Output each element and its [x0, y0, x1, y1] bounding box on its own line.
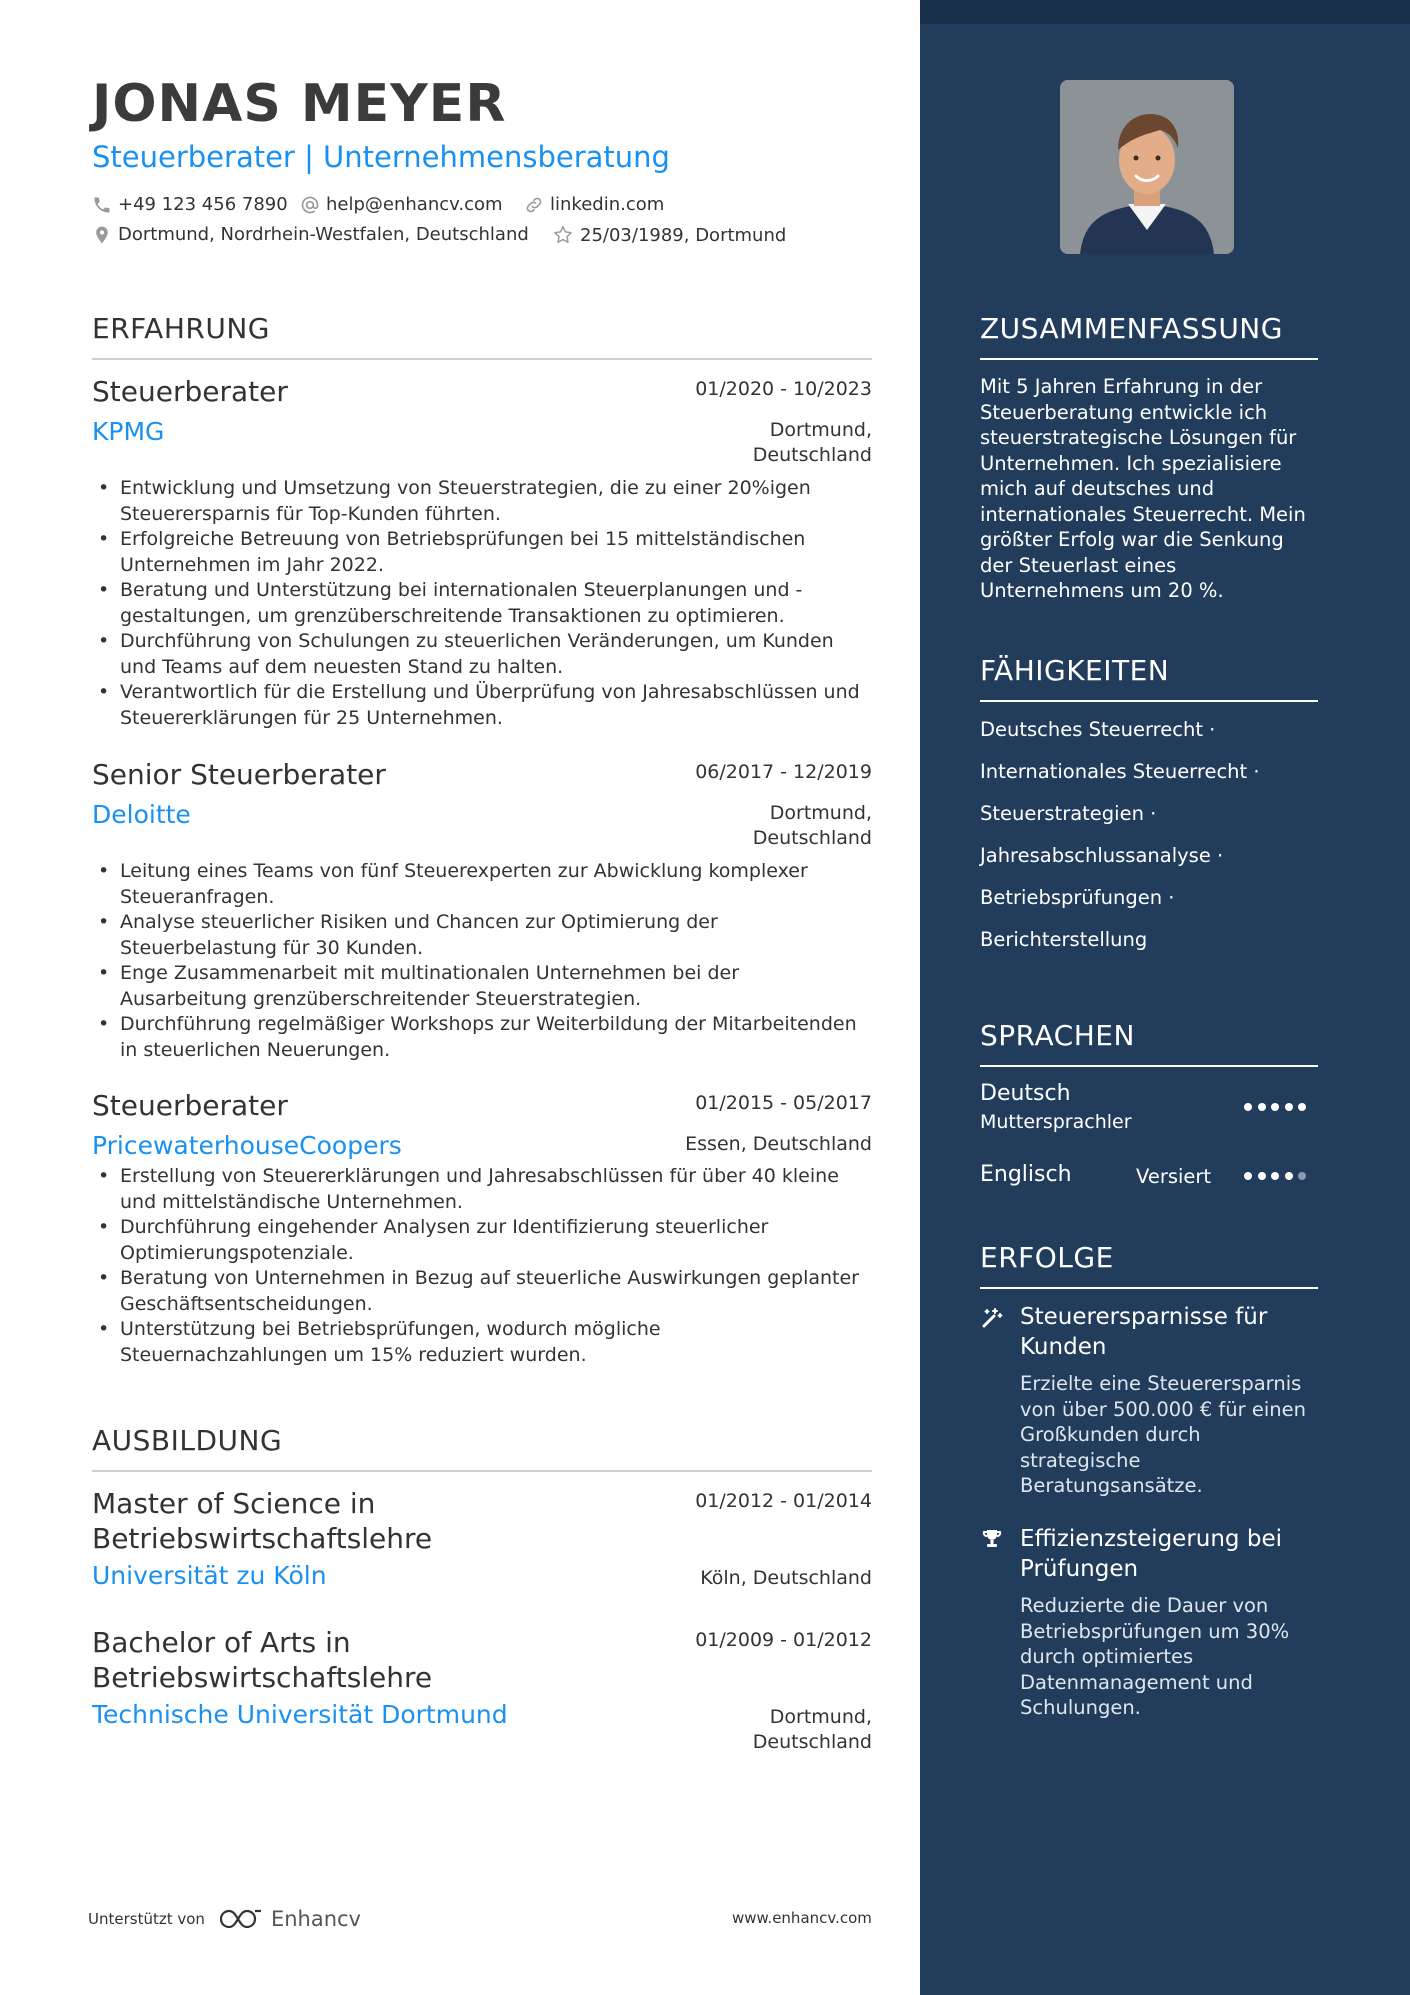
job-dates: 06/2017 - 12/2019	[695, 761, 872, 783]
job-role: Steuerberater	[92, 1089, 288, 1122]
rating-dot	[1271, 1103, 1279, 1111]
rating-dot	[1271, 1172, 1279, 1180]
language-name: Englisch	[980, 1162, 1072, 1187]
education-school: Universität zu Köln	[92, 1561, 327, 1590]
email-text: help@enhancv.com	[326, 194, 503, 215]
job-dates: 01/2020 - 10/2023	[695, 378, 872, 400]
job-role: Steuerberater	[92, 375, 288, 408]
education-entry	[92, 1625, 872, 1753]
bullet-item: • Durchführung von Schulungen zu steuerlichen Veränderungen, um Kunden und Teams auf dem neuesten Stand zu halten.	[92, 629, 872, 680]
job-bullets	[92, 1164, 872, 1368]
education-section-title: AUSBILDUNG	[92, 1424, 283, 1457]
footer-url[interactable]: www.enhancv.com	[732, 1909, 872, 1927]
contact-phone	[92, 194, 288, 215]
trophy-icon	[980, 1527, 1004, 1555]
job-bullets	[92, 859, 872, 1063]
profile-photo	[1060, 80, 1234, 254]
rating-dot	[1298, 1172, 1306, 1180]
job-location	[753, 801, 872, 851]
bullet-item: • Durchführung eingehender Analysen zur Identifizierung steuerlicher Optimierungspotenziale.	[92, 1215, 872, 1266]
job-company: Deloitte	[92, 800, 191, 829]
rating-dot	[1244, 1103, 1252, 1111]
bullet-item: • Leitung eines Teams von fünf Steuerexperten zur Abwicklung komplexer Steueranfragen.	[92, 859, 872, 910]
achievement-description: Erzielte eine Steuerersparnis von über 500.000 € für einen Großkunden durch strategische Beratungsansätze.	[1020, 1372, 1306, 1497]
skill-item: Jahresabschlussanalyse ·	[980, 844, 1224, 867]
footer-powered-by	[88, 1906, 361, 1932]
bullet-item: • Entwicklung und Umsetzung von Steuerstrategien, die zu einer 20%igen Steuerersparnis für Top-Kunden führten.	[92, 476, 872, 527]
phone-text: +49 123 456 7890	[118, 194, 288, 215]
experience-divider	[92, 358, 872, 360]
enhancv-logo-icon	[217, 1906, 265, 1932]
language-level: Muttersprachler	[980, 1111, 1132, 1133]
skill-item: Berichterstellung	[980, 928, 1148, 951]
at-icon	[300, 195, 320, 215]
rating-dot	[1258, 1172, 1266, 1180]
education-school: Technische Universität Dortmund	[92, 1700, 508, 1729]
skills-section-title: FÄHIGKEITEN	[980, 654, 1170, 687]
bullet-item: • Beratung von Unternehmen in Bezug auf steuerliche Auswirkungen geplanter Geschäftsentscheidungen.	[92, 1266, 872, 1317]
job-entry	[92, 1088, 872, 1368]
summary-section-title: ZUSAMMENFASSUNG	[980, 312, 1283, 345]
skill-item: Betriebsprüfungen ·	[980, 886, 1175, 909]
language-rating	[1244, 1103, 1312, 1111]
experience-section-title: ERFAHRUNG	[92, 312, 270, 345]
degree-line: Betriebswirtschaftslehre	[92, 1661, 433, 1694]
education-dates: 01/2009 - 01/2012	[695, 1629, 872, 1651]
contact-email	[300, 194, 503, 215]
skills-divider	[980, 700, 1318, 702]
bullet-item: • Durchführung regelmäßiger Workshops zur Weiterbildung der Mitarbeitenden in steuerlichen Neuerungen.	[92, 1012, 872, 1063]
education-dates: 01/2012 - 01/2014	[695, 1490, 872, 1512]
link-icon	[524, 195, 544, 215]
education-divider	[92, 1470, 872, 1472]
bullet-item: • Erstellung von Steuererklärungen und Jahresabschlüssen für über 40 kleine und mittelständische Unternehmen.	[92, 1164, 872, 1215]
job-company: PricewaterhouseCoopers	[92, 1131, 402, 1160]
job-location-line: Essen, Deutschland	[685, 1133, 872, 1155]
linkedin-text: linkedin.com	[550, 194, 665, 215]
degree-line: Bachelor of Arts in	[92, 1626, 351, 1659]
powered-by-text: Unterstützt von	[88, 1910, 205, 1928]
rating-dot	[1258, 1103, 1266, 1111]
job-location-line: Dortmund,	[769, 802, 872, 824]
job-entry	[92, 374, 872, 731]
sidebar-top-band	[920, 0, 1410, 24]
rating-dot	[1298, 1103, 1306, 1111]
bullet-item: • Enge Zusammenarbeit mit multinationalen Unternehmen bei der Ausarbeitung grenzüberschreitender Steuerstrategien.	[92, 961, 872, 1012]
bullet-item: • Verantwortlich für die Erstellung und Überprüfung von Jahresabschlüssen und Steuererklärungen für 25 Unternehmen.	[92, 680, 872, 731]
skill-item: Deutsches Steuerrecht ·	[980, 718, 1216, 741]
job-location-line: Dortmund,	[769, 419, 872, 441]
job-role: Senior Steuerberater	[92, 758, 386, 791]
achievements-divider	[980, 1287, 1318, 1289]
achievement-description: Reduzierte die Dauer von Betriebsprüfungen um 30% durch optimiertes Datenmanagement und Schulungen.	[1020, 1594, 1290, 1719]
location-pin-icon	[92, 225, 112, 245]
job-location-line: Deutschland	[752, 827, 872, 849]
job-bullets	[92, 476, 872, 731]
job-location	[685, 1132, 872, 1157]
achievement-title: Steuerersparnisse für Kunden	[1020, 1304, 1268, 1360]
education-location-line: Dortmund,	[769, 1706, 872, 1728]
education-entry	[92, 1486, 872, 1592]
summary-text: Mit 5 Jahren Erfahrung in der Steuerberatung entwickle ich steuerstrategische Lösungen für Unternehmen. Ich spezialisiere mich auf deutsches und internationales Steuerrecht. Mein größter Erfolg war die Senkung der Steuerlast eines Unternehmens um 20 %.	[980, 375, 1306, 602]
language-level: Versiert	[1136, 1165, 1212, 1188]
skill-item: Internationales Steuerrecht ·	[980, 760, 1260, 783]
language-name: Deutsch	[980, 1081, 1071, 1106]
education-degree	[92, 1486, 652, 1556]
education-location	[700, 1566, 872, 1591]
languages-section-title: SPRACHEN	[980, 1019, 1135, 1052]
education-degree	[92, 1625, 652, 1695]
job-entry	[92, 757, 872, 1063]
rating-dot	[1285, 1103, 1293, 1111]
rating-dot	[1244, 1172, 1252, 1180]
phone-icon	[92, 195, 112, 215]
education-location	[753, 1705, 872, 1755]
job-location	[753, 418, 872, 468]
achievement-title: Effizienzsteigerung bei Prüfungen	[1020, 1526, 1282, 1582]
degree-line: Master of Science in	[92, 1487, 376, 1520]
job-location-line: Deutschland	[752, 444, 872, 466]
skill-item: Steuerstrategien ·	[980, 802, 1157, 825]
bullet-item: • Analyse steuerlicher Risiken und Chancen zur Optimierung der Steuerbelastung für 30 Kunden.	[92, 910, 872, 961]
candidate-name: JONAS MEYER	[92, 74, 507, 134]
bullet-item: • Unterstützung bei Betriebsprüfungen, wodurch mögliche Steuernachzahlungen um 15% reduziert wurden.	[92, 1317, 872, 1368]
job-company: KPMG	[92, 417, 165, 446]
brand-name: Enhancv	[270, 1907, 361, 1931]
birth-text: 25/03/1989, Dortmund	[580, 224, 787, 246]
education-location-line: Deutschland	[752, 1731, 872, 1753]
summary-divider	[980, 358, 1318, 360]
languages-divider	[980, 1065, 1318, 1067]
contact-location	[92, 224, 529, 245]
job-dates: 01/2015 - 05/2017	[695, 1092, 872, 1114]
bullet-item: • Erfolgreiche Betreuung von Betriebsprüfungen bei 15 mittelständischen Unternehmen im Jahr 2022.	[92, 527, 872, 578]
contact-linkedin	[524, 194, 664, 215]
achievements-section-title: ERFOLGE	[980, 1241, 1114, 1274]
education-location-line: Köln, Deutschland	[700, 1567, 872, 1589]
degree-line: Betriebswirtschaftslehre	[92, 1522, 433, 1555]
location-text: Dortmund, Nordrhein-Westfalen, Deutschland	[118, 224, 529, 245]
rating-dot	[1285, 1172, 1293, 1180]
wand-icon	[980, 1306, 1004, 1334]
candidate-title: Steuerberater | Unternehmensberatung	[92, 140, 670, 174]
star-icon	[552, 224, 574, 246]
bullet-item: • Beratung und Unterstützung bei internationalen Steuerplanungen und -gestaltungen, um grenzüberschreitende Transaktionen zu optimieren.	[92, 578, 872, 629]
language-rating	[1244, 1172, 1312, 1180]
contact-birth	[552, 224, 786, 246]
avatar-illustration-icon	[1060, 80, 1234, 254]
